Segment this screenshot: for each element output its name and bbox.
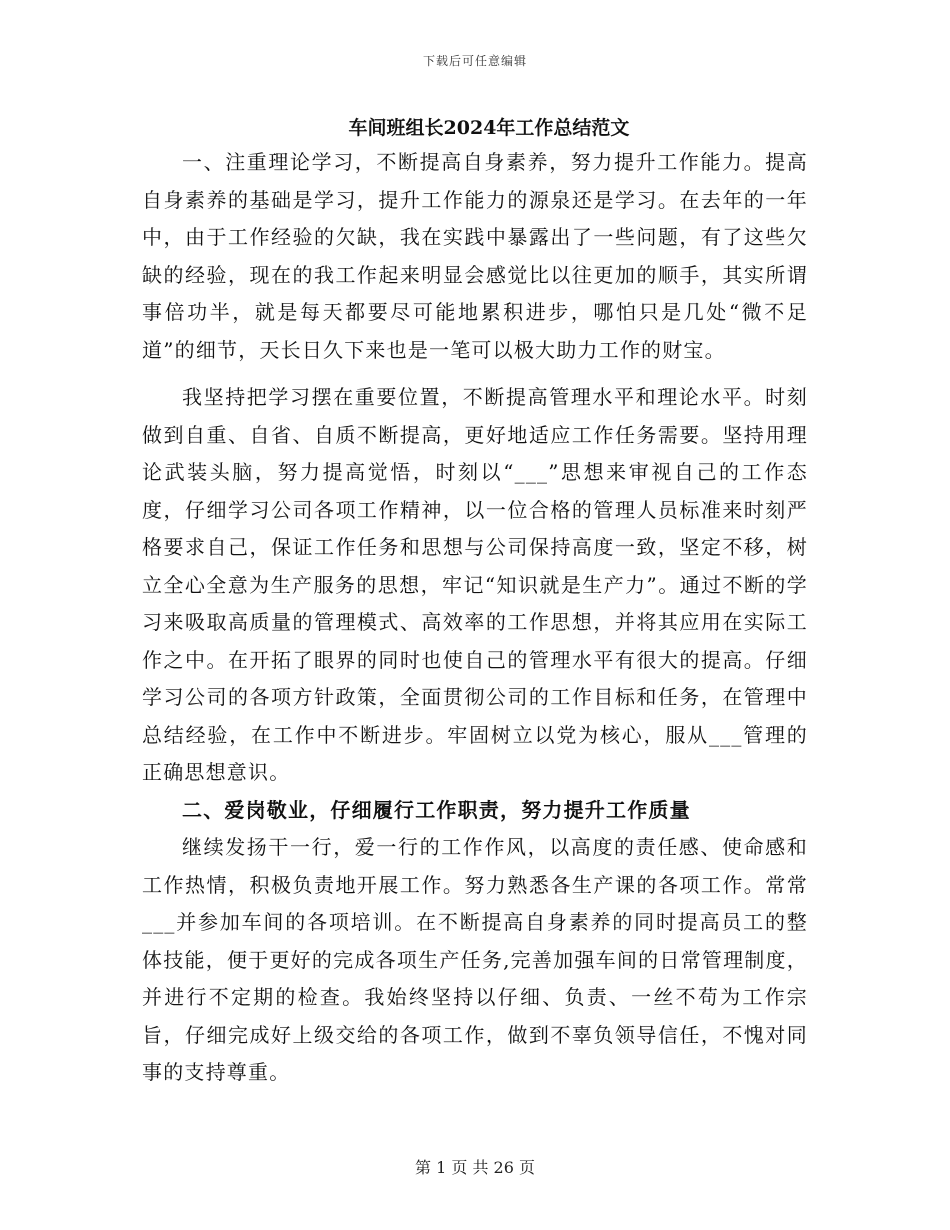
- document-body: [142, 112, 808, 1092]
- page-header: 下载后可任意编辑: [422, 54, 527, 68]
- paragraph-1: 一、注重理论学习，不断提高自身素养，努力提升工作能力。提高自身素养的基础是学习，提升工作能力的源泉还是学习。在去年的一年中，由于工作经验的欠缺，我在实践中暴露出了一些问题，有了这些欠缺的经验，现在的我工作起来明显会感觉比以往更加的顺手，其实所谓事倍功半，就是每天都要尽可能地累积进步，哪怕只是几处“微不足道”的细节，天长日久下来也是一笔可以极大助力工作的财宝。: [142, 150, 808, 362]
- page-number: 第 1 页 共 26 页: [415, 1158, 535, 1177]
- paragraph-2: 我坚持把学习摆在重要位置，不断提高管理水平和理论水平。时刻做到自重、自省、自质不断提高，更好地适应工作任务需要。坚持用理论武装头脑，努力提高觉悟，时刻以“___”思想来审视自己的工作态度，仔细学习公司各项工作精神，以一位合格的管理人员标准来时刻严格要求自己，保证工作任务和思想与公司保持高度一致，坚定不移，树立全心全意为生产服务的思想，牢记“知识就是生产力”。通过不断的学习来吸取高质量的管理模式、高效率的工作思想，并将其应用在实际工作之中。在开拓了眼界的同时也使自己的管理水平有很大的提高。仔细学习公司的各项方针政策，全面贯彻公司的工作目标和任务，在管理中总结经验，在工作中不断进步。牢固树立以党为核心，服从___管理的正确思想意识。: [142, 385, 808, 784]
- section-heading-2: 二、爱岗敬业，仔细履行工作职责，努力提升工作质量: [182, 797, 691, 822]
- paragraph-3: 继续发扬干一行，爱一行的工作作风，以高度的责任感、使命感和工作热情，积极负责地开展工作。努力熟悉各生产课的各项工作。常常___并参加车间的各项培训。在不断提高自身素养的同时提高员工的整体技能，便于更好的完成各项生产任务,完善加强车间的日常管理制度，并进行不定期的检查。我始终坚持以仔细、负责、一丝不苟为工作宗旨，仔细完成好上级交给的各项工作，做到不辜负领导信任，不愧对同事的支持尊重。: [142, 835, 808, 1084]
- document-title: 车间班组长2024年工作总结范文: [348, 117, 630, 139]
